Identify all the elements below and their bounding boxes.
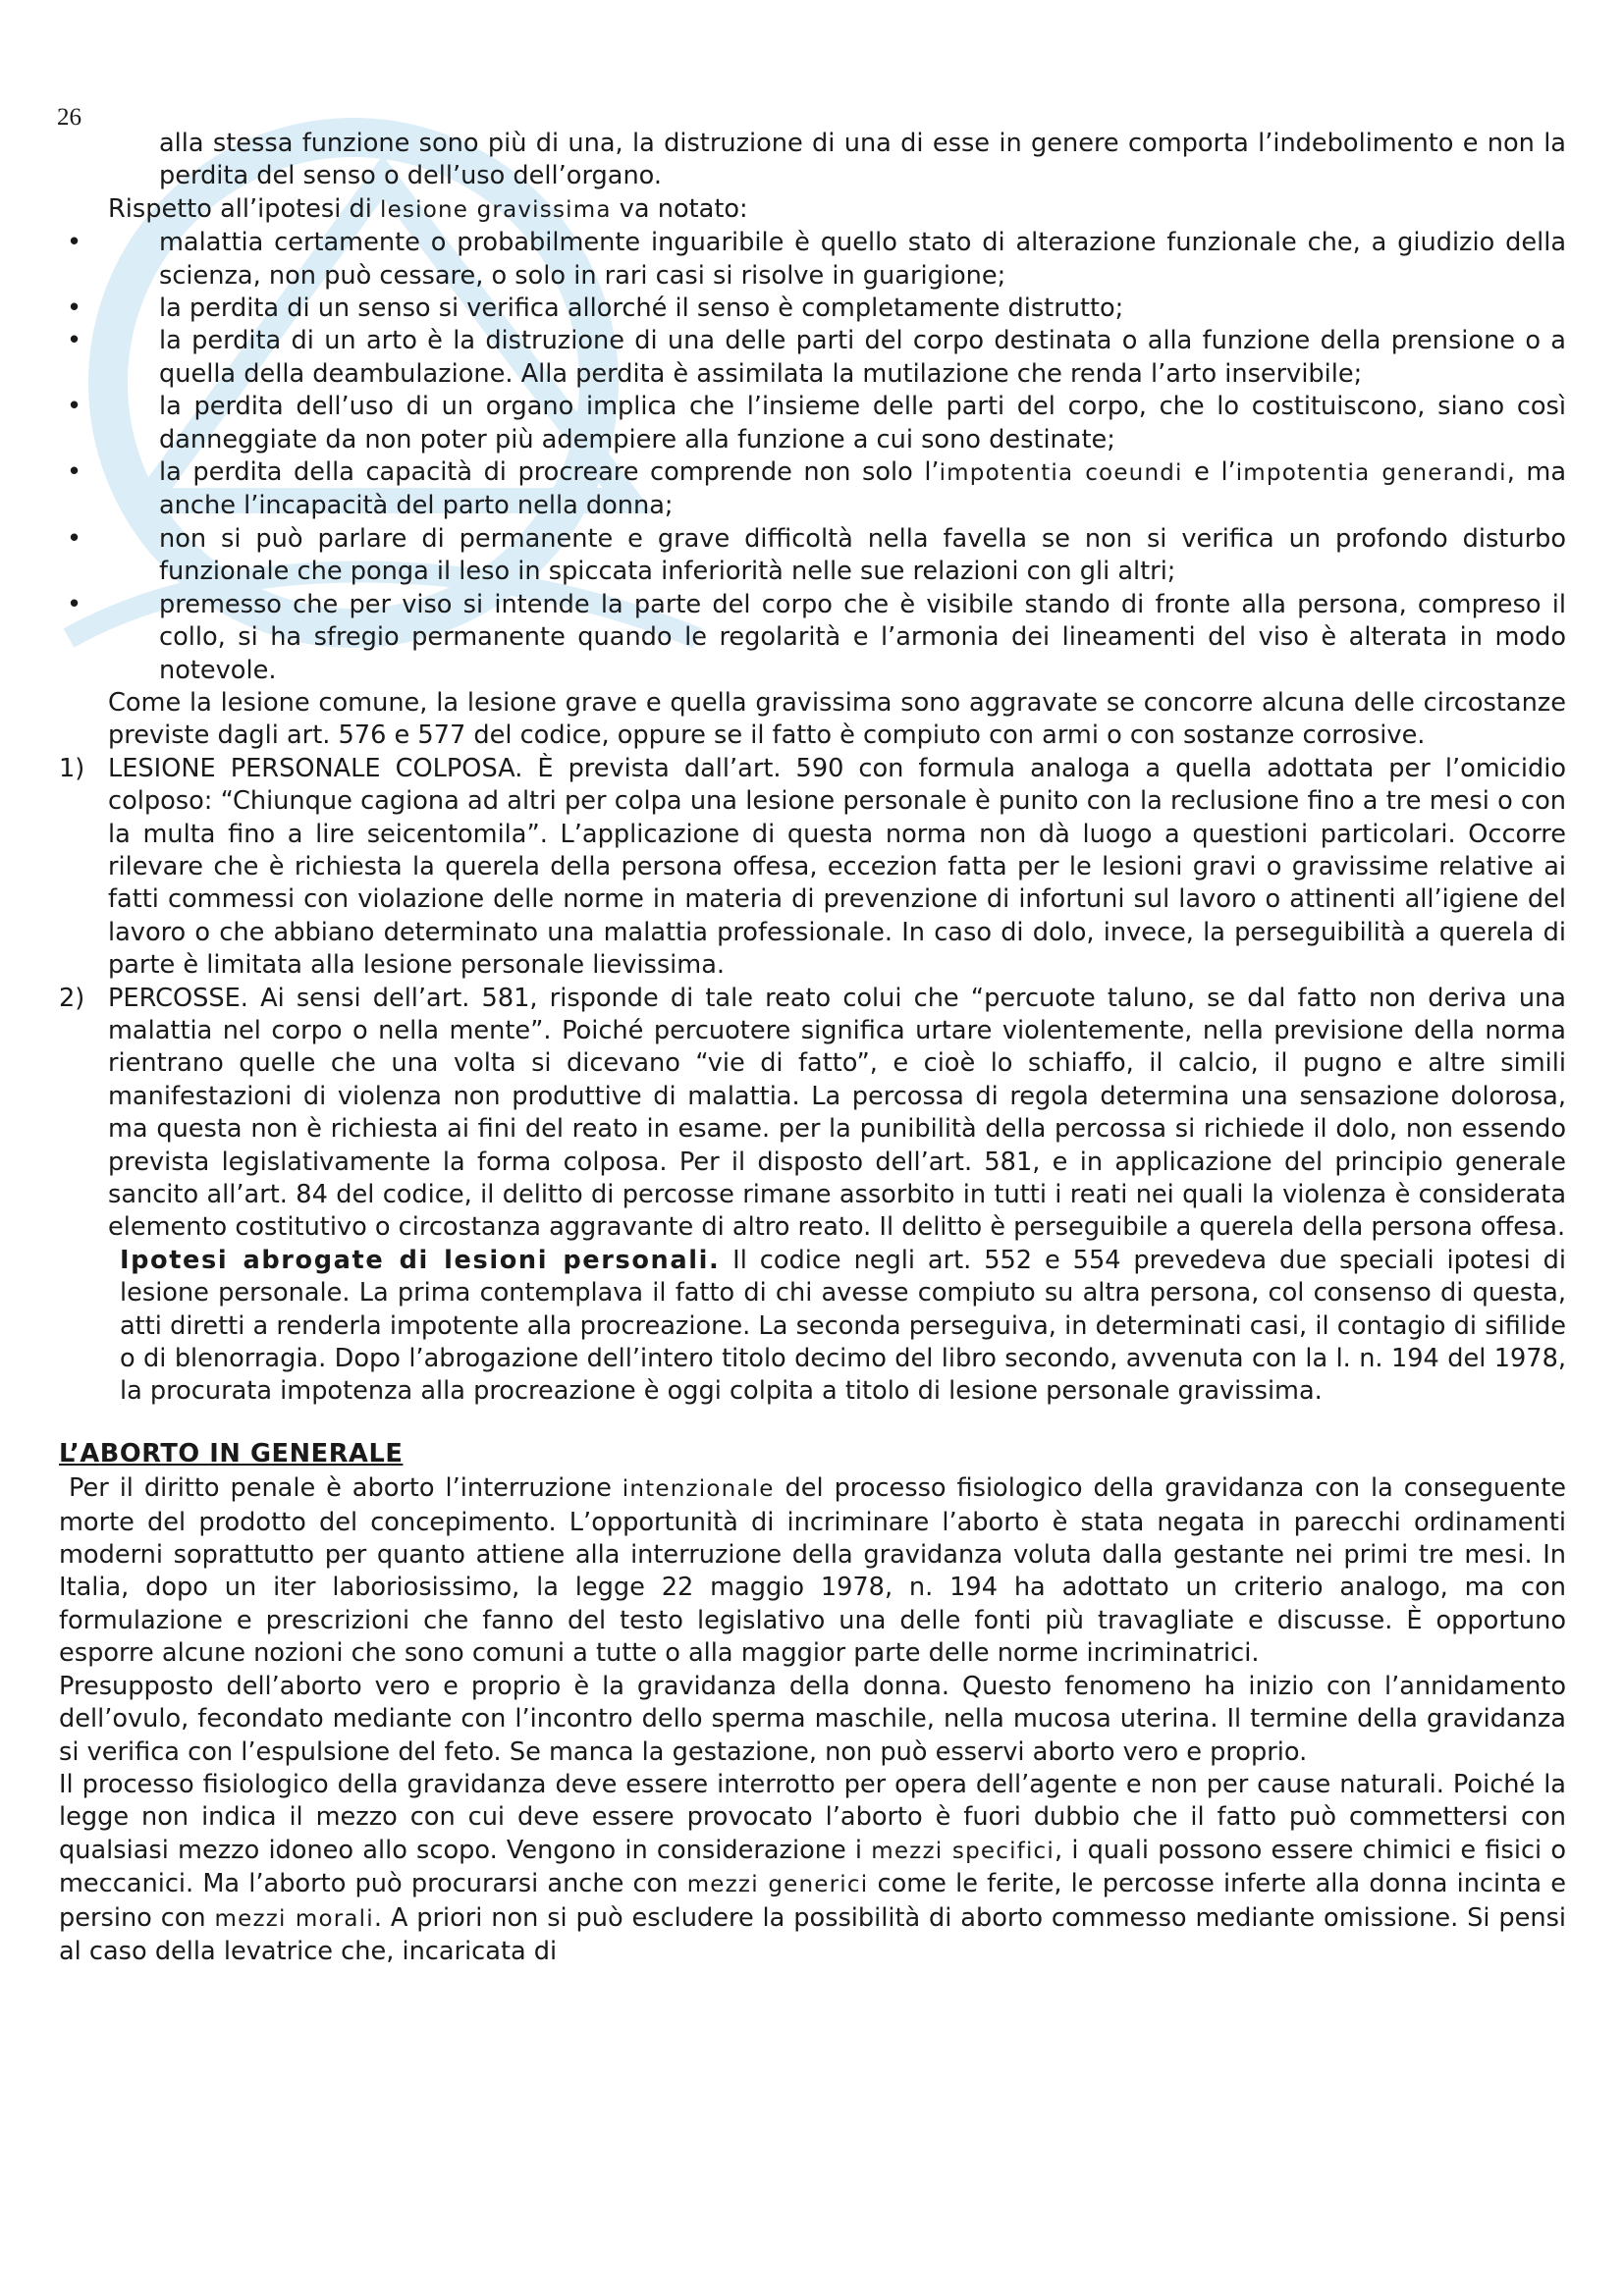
bullet-text: la perdita di un senso si verifica allorché il senso è completamente distrutto; (159, 294, 1124, 324)
bullet-text: , ma anche l’incapacità del parto nella donna; (159, 457, 1567, 521)
bullet-icon: • (67, 294, 82, 324)
gravissima-term: lesione gravissima (380, 196, 612, 223)
bullet-text: malattia certamente o probabilmente inguaribile è quello stato di alterazione funzionale che, a giudizio della scienza, non può cessare, o solo in rari casi si risolve in guarigione; (159, 228, 1566, 291)
emphasis-term: mezzi morali (214, 1905, 374, 1932)
item-text: PERCOSSE. Ai sensi dell’art. 581, risponde di tale reato colui che “percuote taluno, se dal fatto non deriva una malattia nel corpo o nella mente”. Poiché percuotere significa urtare violentemente, nella previsione della norma rientrano quelle che una volta si dicevano “vie di fatto”, e cioè lo schiaffo, il calcio, il pugno e altre simili manifestazioni di violenza non produttive di malattia. La percossa di regola determina una sensazione dolorosa, ma questa non è richiesta ai fini del reato in esame. per la punibilità della percossa si richiede il dolo, non essendo prevista legislativamente la forma colposa. Per il disposto dell’art. 581, e in applicazione del principio generale sancito all’art. 84 del codice, il delitto di percosse rimane assorbito in tutti i reati nei quali la violenza è considerata elemento costitutivo o circostanza aggravante di altro reato. Il delitto è perseguibile a querela della persona offesa. (108, 983, 1566, 1243)
continuation-paragraph: alla stessa funzione sono più di una, la distruzione di una di esse in genere comporta l’indebolimento e non la perdita del senso o dell’uso dell’organo. (159, 129, 1566, 191)
bullet-text: la perdita dell’uso di un organo implica che l’insieme delle parti del corpo, che lo costituiscono, siano così danneggiate da non poter più adempiere alla funzione a cui sono destinate; (159, 392, 1566, 454)
bullet-text: premesso che per viso si intende la parte del corpo che è visibile stando di fronte alla persona, compreso il collo, si ha sfregio permanente quando le regolarità e l’armonia dei lineamenti del viso è alterata in modo notevole. (159, 589, 1566, 685)
section-title: L’ABORTO IN GENERALE (59, 1438, 404, 1468)
bullet-text: e l’ (1182, 457, 1236, 488)
paragraph-text: del processo fisiologico della gravidanza con la conseguente morte del prodotto del concepimento. L’opportunità di incriminare l’aborto è stata negata in parecchi ordinamenti moderni soprattutto per quanto attiene alla interruzione della gravidanza voluta dalla gestante nei primi tre mesi. In Italia, dopo un iter laboriosissimo, la legge 22 maggio 1978, n. 194 ha adottato un criterio analogo, ma con formulazione e prescrizioni che fanno del testo legislativo una delle fonti più travagliate e discusse. È opportuno esporre alcune nozioni che sono comuni a tutte o alla maggior parte delle norme incriminatrici. (59, 1473, 1566, 1669)
abrogate-paragraph (59, 1245, 1566, 1409)
bullet-icon: • (67, 457, 82, 488)
paragraph-text: , i quali possono essere chimici e fisici o meccanici. Ma l’aborto può procurarsi anche con (59, 1835, 1566, 1899)
emphasis-term: mezzi generici (686, 1872, 869, 1898)
bullet-text: la perdita della capacità di procreare comprende non solo l’ (159, 457, 940, 488)
list-item (67, 391, 1566, 456)
list-item (67, 293, 1566, 325)
latin-term: impotentia generandi (1235, 460, 1507, 487)
paragraph-text: Il processo fisiologico della gravidanza deve essere interrotto per opera dell’agente e non per cause naturali. Poiché la legge non indica il mezzo con cui deve essere provocato l’aborto è fuori dubbio che il fatto può commettersi con qualsiasi mezzo idoneo allo scopo. Vengono in considerazione i (59, 1769, 1566, 1865)
document-body (59, 128, 1566, 1968)
gravissima-intro (59, 193, 1566, 227)
numbered-item (59, 983, 1566, 1245)
aborto-paragraph-2: Presupposto dell’aborto vero e proprio è la gravidanza della donna. Questo fenomeno ha inizio con l’annidamento dell’ovulo, fecondato mediante con l’incontro dello sperma maschile, nella mucosa uterina. Il termine della gravidanza si verifica con l’espulsione del feto. Se manca la gestazione, non può esservi aborto vero e proprio. (59, 1671, 1566, 1767)
bullet-text: non si può parlare di permanente e grave difficoltà nella favella se non si verifica un profondo disturbo funzionale che ponga il leso in spiccata inferiorità nelle sue relazioni con gli altri; (159, 523, 1566, 587)
bullet-icon: • (67, 589, 82, 619)
emphasis-term: intenzionale (622, 1476, 775, 1503)
emphasis-term: mezzi specifici (871, 1838, 1055, 1864)
aborto-paragraph-3 (59, 1769, 1566, 1968)
aborto-paragraph-1 (59, 1472, 1566, 1670)
latin-term: impotentia coeundi (939, 460, 1183, 487)
bullet-icon: • (67, 392, 82, 422)
list-item (67, 589, 1566, 687)
list-item (67, 325, 1566, 391)
bullet-icon: • (67, 326, 82, 356)
gravissima-tail: va notato: (611, 193, 748, 224)
list-item (67, 456, 1567, 523)
bullet-icon: • (67, 228, 82, 258)
bullet-text: la perdita di un arto è la distruzione di una delle parti del corpo destinata o alla funzione della prensione o a quella della deambulazione. Alla perdita è assimilata la mutilazione che renda l’arto inservibile; (159, 326, 1566, 389)
list-item (67, 523, 1566, 589)
bullet-icon: • (67, 523, 82, 554)
paragraph-text: . A priori non si può escludere la possibilità di aborto commesso mediante omissione. Si pensi al caso della levatrice che, incaricata di (59, 1902, 1567, 1966)
page-number: 26 (57, 104, 81, 131)
gravissima-bullet-list (59, 227, 1566, 687)
item-number: 2) (59, 983, 85, 1013)
abrogate-heading: Ipotesi abrogate di lesioni personali. (120, 1245, 721, 1275)
numbered-list (59, 753, 1566, 1245)
paragraph-text: come le ferite, le percosse inferte alla donna incinta e persino con (59, 1869, 1566, 1933)
list-item (67, 227, 1566, 293)
gravissima-lead: Rispetto all’ipotesi di (108, 193, 380, 224)
item-number: 1) (59, 753, 85, 783)
abrogate-text: Il codice negli art. 552 e 554 prevedeva due speciali ipotesi di lesione personale. La prima contemplava il fatto di chi avesse compiuto su altra persona, col consenso di questa, atti diretti a renderla impotente alla procreazione. La seconda perseguiva, in determinati casi, il contagio di sifilide o di blenorragia. Dopo l’abrogazione dell’intero titolo decimo del libro secondo, avvenuta con la l. n. 194 del 1978, la procurata impotenza alla procreazione è oggi colpita a titolo di lesione personale gravissima. (120, 1245, 1566, 1407)
numbered-item (59, 753, 1566, 983)
paragraph-text: Per il diritto penale è aborto l’interruzione (69, 1473, 623, 1504)
item-text: LESIONE PERSONALE COLPOSA. È prevista dall’art. 590 con formula analoga a quella adottata per l’omicidio colposo: “Chiunque cagiona ad altri per colpa una lesione personale è punito con la reclusione fino a tre mesi o con la multa fino a lire seicentomila”. L’applicazione di questa norma non dà luogo a questioni particolari. Occorre rilevare che è richiesta la querela della persona offesa, eccezion fatta per le lesioni gravi o gravissime relative ai fatti commessi con violazione delle norme in materia di prevenzione di infortuni sul lavoro o attinenti all’igiene del lavoro o che abbiano determinato una malattia professionale. In caso di dolo, invece, la perseguibilità a querela di parte è limitata alla lesione personale lievissima. (108, 753, 1566, 981)
aggravating-paragraph: Come la lesione comune, la lesione grave e quella gravissima sono aggravate se concorre alcuna delle circostanze previste dagli art. 576 e 577 del codice, oppure se il fatto è compiuto con armi o con sostanze corrosive. (108, 687, 1566, 751)
